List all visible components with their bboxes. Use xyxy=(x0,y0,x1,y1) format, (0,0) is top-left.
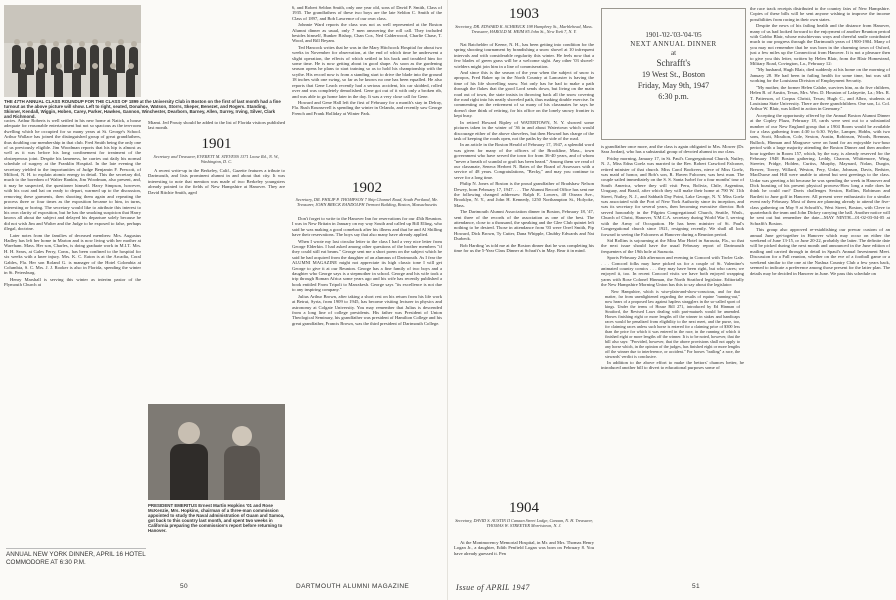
paragraph: Don't forget to write to the Hanover Inn for reservations for our 45th Reunion. I was in New Britain in January on my way South and called up Bill Elling, who said he was making a good comeback after his illness and that he and Al Shilling have their reservations. The boys say that also many have already applied. xyxy=(292,216,442,238)
paragraph: In addition to the above effort to make the bettors' chances better, he introduced another bill to divert to educational purposes some of xyxy=(601,359,744,370)
paragraph: "My mother, the former Helen Calahe, survives him, as do five children, Helen B. of Austin, Texas, Mrs. Wm. D. Houston of Lafayette, La.; Mrs. R. T. Patterson, of Corpus Christi, Texas; Hugh C., and Albro, students at Louisiana State University. There are three grandchildren. One son, Lt. Col. Arthur W. Blair, was killed in action in Germany." xyxy=(750,84,890,112)
issue-label: Issue of APRIL 1947 xyxy=(456,583,530,592)
paragraph: Despite the news of his failing health and the distance from Hanover, many of us had looked forward to the enjoyment of another Reunion period with Gobbo Blair, whose mischievous ways and cheerful smile contributed much to our progress through the Dartmouth years of 1900-1904. Many of you may not remember that he was born in the charming town of Oxford, just a few miles up the Connecticut from Hanover. It is not a pleasure then to give you this letter, written by Helen Blair, from the Blair Homestead, Military Road, Covington, La., February 12: xyxy=(750,23,890,67)
page-number-right: 51 xyxy=(692,583,701,590)
paragraph: When I wrote my last circular letter to the class I had a very nice letter from George Elderkin. I had asked among other questions of the brother members "if they could still eat beans." George sent me a short poem on the subject which he said he had acquired from the daughter of an alumnus of Dartmouth. As I fear the ALUMNI MAGAZINE might not appreciate its high classic tone I will get George to give it at our Reunion. George has a fine family of two boys and a daughter who George says is a stepmother in school. George and his wife took a trip through Roman Africa some years ago and his wife has recently published a book entitled From Tripoli to Marrakesh. George says "its excellence is not due to any inspiring company." xyxy=(292,238,442,293)
paragraph: In retired Howard Ripley of WATERTOWN, N. Y. showed some pictures taken in the winter of '36 in and about Watertown which would discourage either of the above shovelers, but then Howard has charge of the task of keeping the roads open, not the paths by the side of the road. xyxy=(454,119,594,141)
annual-dinner-notice xyxy=(601,8,746,140)
paragraph: Henry Marshall is serving this winter as interim pastor of the Plymouth Church at xyxy=(4,276,141,288)
paragraph: New Hampshire, which is wise-plain-and-show-conscious, and for that matter, far from unenlightened regarding the results of equine "running-out," now hears of a proposed law against hapless stragglers in the so-called sport of kings. Under the terms of House Bill 271, introduced by Ed Hinman of Stratford, the Revised Laws dealing with pari-mutuels would be amended. Horses finishing eight or more lengths off the winner in stakes and handicaps races would be penalized from eligibility to the next meet, and the purse, too, for claiming races unless such horse is entered for a claiming price of $300 less than the price for which it was entered in the race, in the running of which it finished eight or more lengths off the winner. It is to be noted, however, that the bill also says: "Provided, however, that the above provisions shall not apply to any horse which, in the opinion of the judges, has finished eight or more lengths off the winner due to interference, or accident." For horses "trailing" a race, the stewards' verdict is conclusive. xyxy=(605,288,740,359)
left-column-2-top xyxy=(148,120,285,134)
notice-place: Schrafft's xyxy=(656,58,691,68)
officer-1903: Secretary, DR. EDWARD K. SCHREICK 198 Humphrey St., Marblehead, Mass. Treasurer, HAROLD M. HEIM 85 John St., New York 7, N. Y. xyxy=(455,24,593,34)
class-year-1903: 1903 xyxy=(509,6,539,22)
paragraph: is grandfather once more, and the class is again obligated to Mrs. Mower (Dr. Sara Jordan), who has a substantial group of devoted alumni in our class. xyxy=(601,144,744,155)
right-column-3 xyxy=(750,6,890,578)
paragraph: Accepting the opportunity offered by the Annual Boston Alumni Dinner at the Copley Plaza, February 18, cards were sent out to a substantial number of our New England group that a 1904 Room would be available for a class gathering from 4:30 to 6:30. Wylie, Lamper, Hobbs, with two sons, Scott, Moulton, Cole, Sexton, Austin, Robinson, Woods, Brennan, Bullock, Hinman and Margrave were on hand for an enjoyable two-hour period with a large majority attending the Boston Dinner and then another hour together in Room 157, which, by the way, is already reserved for the February 1948 Boston gathering. Leddy, Charron, Whittemore, Wing, Streeter, Pridge, Holden, Curtiss, Murphy, Maynard, Nolan, Durgin, Brewer, Torrey, Willard, Weston, Fery, Urdar, Johnson, Davis, Redster, MacDuose and Hill were unable to attend but sent greetings to the class. Urdar was greeting a bit because he was spending the week in Hanover and Dick boasting of his present physical prowess-How long a mile does he think he could run? Davis challenges Sexton, Rollins, Robinson and Bartlett to June golf in Hanover. All present were enthusiastic for a similar event early February. Most of them are planning already to attend the five-class gathering on May 9 at Schrafft's, West Street, Boston, with Cleve to quarterback the team and John Dickey carrying the ball. Another notice will be sent out but remember the date—MAY NINTH—01-02-03-04-05 at Schrafft's Boston. xyxy=(750,112,890,226)
class-1899-group-photo xyxy=(4,5,141,97)
paragraph: Sid Rollins is sojourning at the Mira Mar Hotel in Sarasota, Fla., so that the next issue should have the usual February report of Dartmouth frequenters of the 19th hole at Sarasota. xyxy=(601,237,744,254)
paragraph: Julius Arthur Brown, after taking a short rest on his return from his life work at Beirut, Syria, from 1909 to 1945, has become visiting lecturer in physics and astronomy at Colgate University. You may remember that Julius is descended from a long line of college presidents. His father was President of Union Theological Seminary, his grandfather was president of Hamilton College and his great grandfather, Francis Brown, was the third president of Dartmouth College. xyxy=(292,293,442,326)
officer-1902: Secretary, DR. PHILIP P. THOMPSON 7 Ship Channel Road, South Portland, Me. Treasurer, JOHN BRECK RANDOLPH Tremont Building, Boston, Massachusetts xyxy=(295,197,439,207)
notice-years: 1901-'02-'03-'04-'05 xyxy=(645,31,702,39)
notice-at: at xyxy=(670,49,677,57)
paragraph: cacies. Arthur Roberts is well settled in his new home at Natick, a house adequate for reasonable entertainment but not so spacious as the ten-room dwelling which he occupied for so many years at St. George's School. Arthur Wallace has joined the distinguished group of great grandfathers, thus doubling our membership in that club. Fred Smith being the only one of us previously eligible. Jim Woodman reports that his hip is almost as well as it was before his long confinement for treatment of the obstreperous joint. Despite his lameness, he carries out daily his normal schedule of surgery at the Franklin Hospital. In the late evening the secretary yielded to the importunities of Judge Benjamin F. Prescott, of Milford, N. H. to explain atomic energy in detail. This the secretary did, much to the boredom of Walter Rankin, Jim Woodman, also present, and, it may be suspected, the questioner himself. Harry Simpson, however, with his coat and hat on ready to depart, warmed up to the discussion, removing these garments, then shooting them again and repeating the process three or four times as the exposition became to him, in turns, interesting or boring. The secretary would like to attribute this interest to his own clarity of exposition, but he has the smoking suspicion that Harry knows all about the subject and delayed his departure solely because he did not wish Jim and Walter and the Judge to be exposed to false, perhaps illegal, doctrine. xyxy=(4,118,141,232)
paragraph: Bob Harding 'as told me at the Boston dinner that he was completing his time for us the 5-Year Class Dinner at Schraft's in May. Bear it in mind. xyxy=(454,242,594,254)
new-york-dinner-notice: ANNUAL NEW YORK DINNER, APRIL 16 HOTEL COMMODORE AT 6:30 P.M. xyxy=(6,548,146,567)
paragraph: Sports February 24th afternoon and evening in Concord with Tiwler Gale. . . . Concord folks may have picked us for a couple of St. Valentine's animated country comics . . . they may have been right, but who cares; we enjoyed it, too. In recent Concord visits we have both enjoyed wrapping yarns with Rose Colonel Hinman, the North Stratford legislator. Editorially the New Hampshire Morning Union has this to say about the legislator: xyxy=(601,255,744,288)
right-column-2 xyxy=(601,144,744,578)
paragraph: At the Montmorency Memorial Hospital, in Mr. and Mrs. Thomas Henry Logan Jr., a daughter, Edith Penfield Logan was born on February 8. You have already guessed it. Pen xyxy=(454,540,594,556)
notice-address: 19 West St., Boston xyxy=(642,70,705,79)
paragraph: The Dartmouth Alumni Association dinner in Boston, February 18, '47, sent three of the records of the association as one of the best. The attendance, close to a thousand, the speaking and the Glee Club quintet left nothing to be desired. Those in attendance from '03 were Orrel Smith, Pip Howard, Dick Brown, Ty Cutter, Dana Whipple, Chubby Edwards and Nat Durbeck. xyxy=(454,209,594,242)
paragraph: 6, and Robert Seldon Smith, only one year old, sons of David P. Smith, Class of 1935. The grandfathers of these two boys are the late Seldon C. Smith of the Class of 1897, and Bob Lawrence of our own class. xyxy=(292,5,442,21)
paragraph: And since this is the season of the year when the subject of snow is apropos, Fred Baker up in the North Country at Lancaster is having the time of his life shovelling snow. Not only has he had to make a path through the flakes that the good Lord sends down, but living on the main road out of town, the state insists in throwing back all the snow covering the road right into his neatly shoveled path, thus making double exercise. In commenting on the retirement of so many of his classmates he says he doesn't dare think of retiring, for his office on the lonely snowy frontier is kept busy. xyxy=(454,70,594,119)
right-column-1 xyxy=(454,42,594,362)
left-column-2 xyxy=(148,168,285,400)
paragraph: Ted Hancock writes that he was in the Mary Hitchcock Hospital for about two weeks in November for observation, at the end of which time he underwent a slight operation, the effects of which settled in his back and troubled him for some time. He is now getting about in good shape. As soon as the gardening season opens he plans to start training so as to hold his championship with the scythe. His record now is from a standing start to drive the blade into the ground 18 inches with one swing, so far as he knows no one has been equalled. He also reports that Gene Leach recently had a serious accident, his car skidded, rolled over and was completely demolished. Gene got out of it with only a broken rib, and was able to go home later in the day. It was a very close call for Gene. xyxy=(292,44,442,99)
left-column-3-1902 xyxy=(292,216,442,548)
paragraph: Friday morning, January 17, in St. Paul's Congregational Church, Nutley, N. J., Miss Edna Goelz was married to the Rev. Robert Crawford Falconer, retired minister of that church. Miss Carol Bookvers, niece of Miss Goelz, was maid of honor, and Bob's son, R. Haven Falconer, was best man. The couple sailed immediately on the S. S. Santa Isobel for a four months' tour of South America, where they will visit Peru, Bolivia, Chile, Argentina, Uruguay, and Brazil, after which they will make their home at 790 W. 11th Street, Nutley, N. J., and Sabbath Day Point, Lake George, N. Y. Miss Goelz was associated with the Port of New York Authority since its inception, and was its secretary for several years, then becoming executive director. Bob served honorably in the Pilgrim Congregational Church, Seattle, Wash., Church of Christ, Hanover, Y.M.C.A. secretary during World War I, serving with the Army of Occupation. He has been minister of St. Paul's Congregational church since 1921, resigning recently. We shall all look forward to seeing the Falconers at Hanover during a Reunion period. xyxy=(601,155,744,237)
right-column-1-1904 xyxy=(454,540,594,578)
paragraph: In an article in the Boston Herald of February 17, 1947, a splendid word was given for many of the officers of the Brookline, Mass., town government who have served the town for from 36-40 years, and of whom "never a breath of scandal or graft has been heard." Among them we read of our classmate, Seneca Herbert N. Bates of the Board of Assessors with a service of 48 years. Congratulations, "Becky," and may you continue to serve for a long time. xyxy=(454,142,594,180)
paragraph: Howard and Gene Hall left the first of February for a month's stay in Delray, Fla. Rush Rounsevell is spending the winter in Orlando, and recently saw George French and Frank Holliday at Winter Park. xyxy=(292,99,442,116)
paragraph: "My husband, Hugh Blair, died suddenly at his home on the morning of January 28. He had been in failing health for some time, but was still working for the Louisiana Division of Employment Security. xyxy=(750,67,890,84)
officer-1904: Secretary, DAVID S. AUSTIN II Canaan Street Lodge, Canaan, N. H. Treasurer, THOMAS W. STREETER Morristown, N. J. xyxy=(455,518,593,528)
notice-date: Friday, May 9th, 1947 xyxy=(637,81,710,90)
paragraph: Philip N. Jones of Boston is the proud grandfather of Bradshaw Nelson Dewey, born February 17, 1947. . . . The Alumni Record Office has sent me the following changed addresses: Ralph E. Lowers, 40 Otsean Ave., Brooklyn, N. Y., and John H. Kennedy, 1250 Northampton St., Holyoke, Mass. xyxy=(454,181,594,208)
paragraph: This group also approved re-establishing our prewar custom of an annual June get-together in Hanover which may occur on either the weekend of June 13-15, or June 20-22, probably the latter. The definite date will be picked during the next month and announced in the June edition of mailing and carried through in detail in Spaul's Annual Investment Meet. Discussion for a Fall reunion, whether on the eve of a football game or a weekend similar to the one at the Nashua Country Club a few years back, seemed to indicate a preference among those present for the latter plan. The details may be decided in Hanover in June. We pass this schedule on xyxy=(750,227,890,276)
paragraph: A recent write-up in the Berkeley, Calif., Gazette features a tribute to Dartmouth, and lists prominent alumni in and about that city. It was interesting to note that mention was made of two Berkeley youngsters already pointed to the fields of New Hampshire at Hanover. They are David Ritchie Smith, aged xyxy=(148,168,285,195)
officer-1901: Secretary and Treasurer, EVERETT M. STEVENS 1371 Loose Rd., N. W., Washington, D. C. xyxy=(153,154,280,164)
notice-headline: NEXT ANNUAL DINNER xyxy=(630,40,717,48)
right-page xyxy=(448,0,896,600)
notice-time: 6:30 p.m. xyxy=(658,92,689,101)
class-year-1902: 1902 xyxy=(352,180,382,196)
paragraph: Miami. Jed Prouty should be added to the list of Florida visitors published last month. xyxy=(148,120,285,131)
paragraph: the race track receipts distributed to the country fairs of New Hampshire. Copies of these bills will be sent anyone wishing to improve the income possibilities from racing in their own states. xyxy=(750,6,890,22)
hopkins-photo-caption: PRESIDENT EMERITUS Ernest Martin Hopkins '01 and Rose McKenzie, Mrs. Hopkins, chairman of a three-man commission appointed to study the Naval administration of Guam and Samoa, got back to this country last month, and spent two weeks in California preparing the commission's report before returning to Hanover. xyxy=(148,503,285,533)
paragraph: Later notes from the families of deceased members: Mrs. Augustus Hadley has left her home in Marion and is now living with her mother at Wareham. Mass. Her son, Charles, is doing graduate work in M.I.T. Mrs. H. H. Sears, at Gales Ferry, Conn., has been confined to the hospital for six weeks with a knee injury. Mrs. K. C. Eaton is at the Arcadia, Coral Gables, Fla. Her son Roland G. is manager of the Hotel Colombia at Columbia, S. C. Mrs. J. J. Rooker is also in Florida, spending the winter in St. Petersburg. xyxy=(4,232,141,276)
class-year-1901: 1901 xyxy=(201,136,232,152)
class-year-1904: 1904 xyxy=(509,500,539,516)
paragraph: Nat Batchelder of Keene, N. H., has been getting into condition for the spring shooting tournament by brandishing a snow shovel at 10 infrequent intervals and with considerable regularity this winter. He feels now that a few blades of green grass will be a welcome sight. Any other '03 shovel-wielders might join him in a line of commiseration. xyxy=(454,42,594,69)
magazine-name: DARTMOUTH ALUMNI MAGAZINE xyxy=(296,583,410,590)
page-number-left: 50 xyxy=(180,583,189,590)
left-column-1 xyxy=(4,118,141,544)
left-column-3 xyxy=(292,5,442,177)
paragraph: Johnnie Ward reports the class was not as well represented at the Boston Alumni dinner as usual, only 7 men answering the roll call. They included besides himself, Bunker Bishop, Chan Cox, Ned Calderwood, Charlie Chase, T. Wood, and Bill Beyam. xyxy=(292,22,442,44)
president-hopkins-photo xyxy=(148,404,285,500)
photo-caption: THE 47TH ANNUAL CLASS ROUNDUP FOR THE CLASS OF 1899 at the University Club in Boston on the first of last month had a fine turnout as the above picture will show. Left to right, seated, Donahoe, Watson, Storrs, Skeper, Benezet, and Rogers. Standing, Skinner, Kendall, Wiggin, Hoben, Carey, Parker, Hawkes, Gannon, Winchester, Dearborn, Barney, Allen, Surrey, Irving, Silver, Clark and Richmond. xyxy=(4,99,281,119)
